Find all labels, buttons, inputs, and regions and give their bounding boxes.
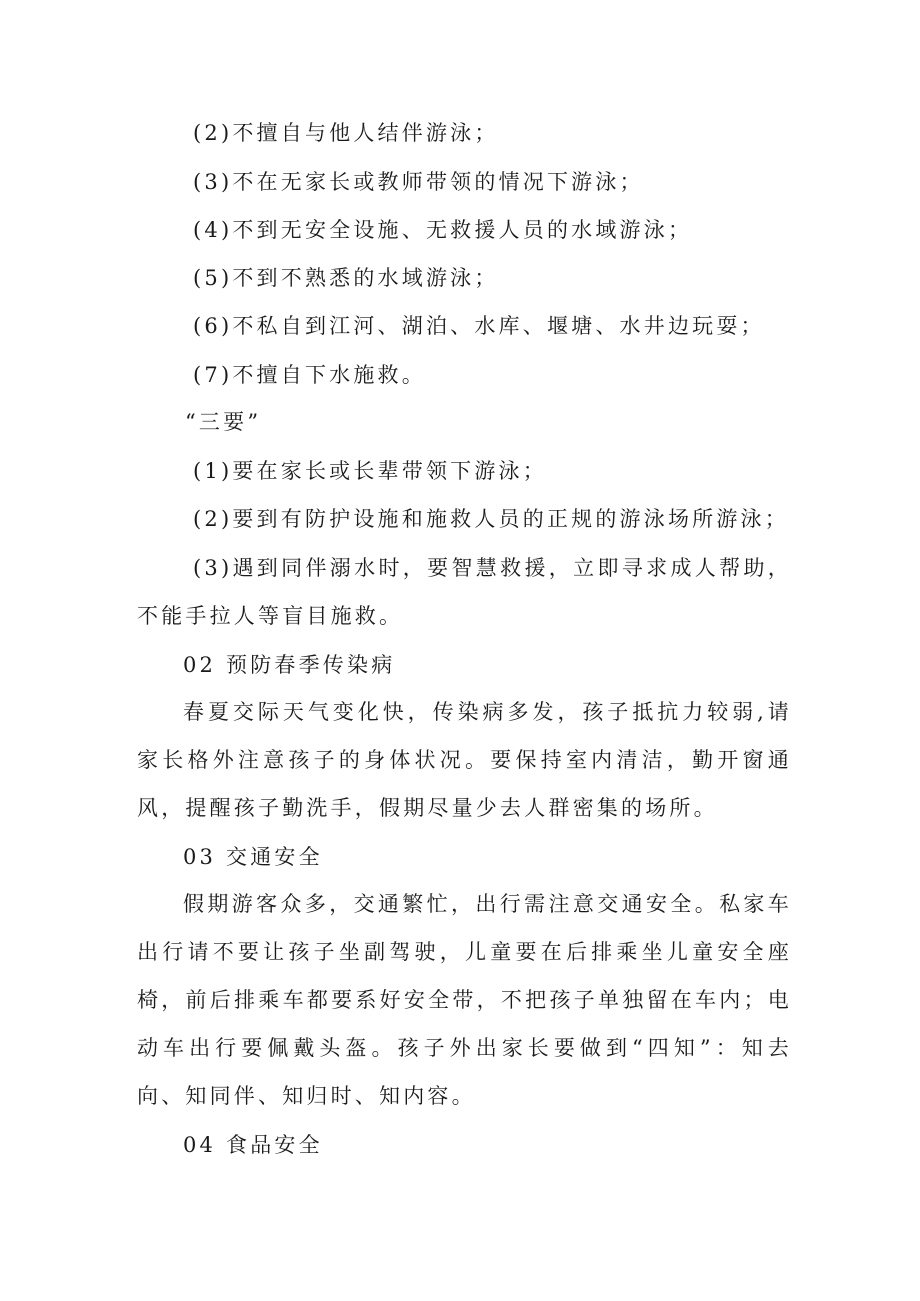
section-02-title: 02 预防春季传染病: [183, 653, 396, 677]
rule-7: (7)不擅自下水施救。: [193, 363, 426, 387]
rule-6: (6)不私自到江河、湖泊、水库、堰塘、水井边玩耍；: [193, 314, 765, 338]
must-3: (3)遇到同伴溺水时，要智慧救援，立即寻求成人帮助，不能手拉人等盲目施救。: [137, 556, 792, 628]
section-02-body: 春夏交际天气变化快，传染病多发，孩子抵抗力较弱,请家长格外注意孩子的身体状况。要保持室内清洁，勤开窗通风，提醒孩子勤洗手，假期尽量少去人群密集的场所。: [137, 700, 792, 820]
must-2: (2)要到有防护设施和施救人员的正规的游泳场所游泳；: [193, 507, 789, 531]
rule-2: (2)不擅自与他人结伴游泳；: [193, 121, 499, 145]
rule-3: (3)不在无家长或教师带领的情况下游泳；: [193, 170, 644, 194]
rule-5: (5)不到不熟悉的水域游泳；: [193, 266, 499, 290]
three-musts-heading: “三要”: [185, 410, 262, 434]
rule-4: (4)不到无安全设施、无救援人员的水域游泳；: [193, 218, 693, 242]
section-03-body: 假期游客众多，交通繁忙，出行需注意交通安全。私家车出行请不要让孩子坐副驾驶，儿童要在后排乘坐儿童安全座椅，前后排乘车都要系好安全带，不把孩子单独留在车内；电动车出行要佩戴头盔。孩子外出家长要做到“四知”：知去向、知同伴、知归时、知内容。: [137, 892, 792, 1108]
section-03-title: 03 交通安全: [183, 845, 323, 869]
must-1: (1)要在家长或长辈带领下游泳；: [193, 459, 547, 483]
section-04-title: 04 食品安全: [183, 1133, 323, 1157]
